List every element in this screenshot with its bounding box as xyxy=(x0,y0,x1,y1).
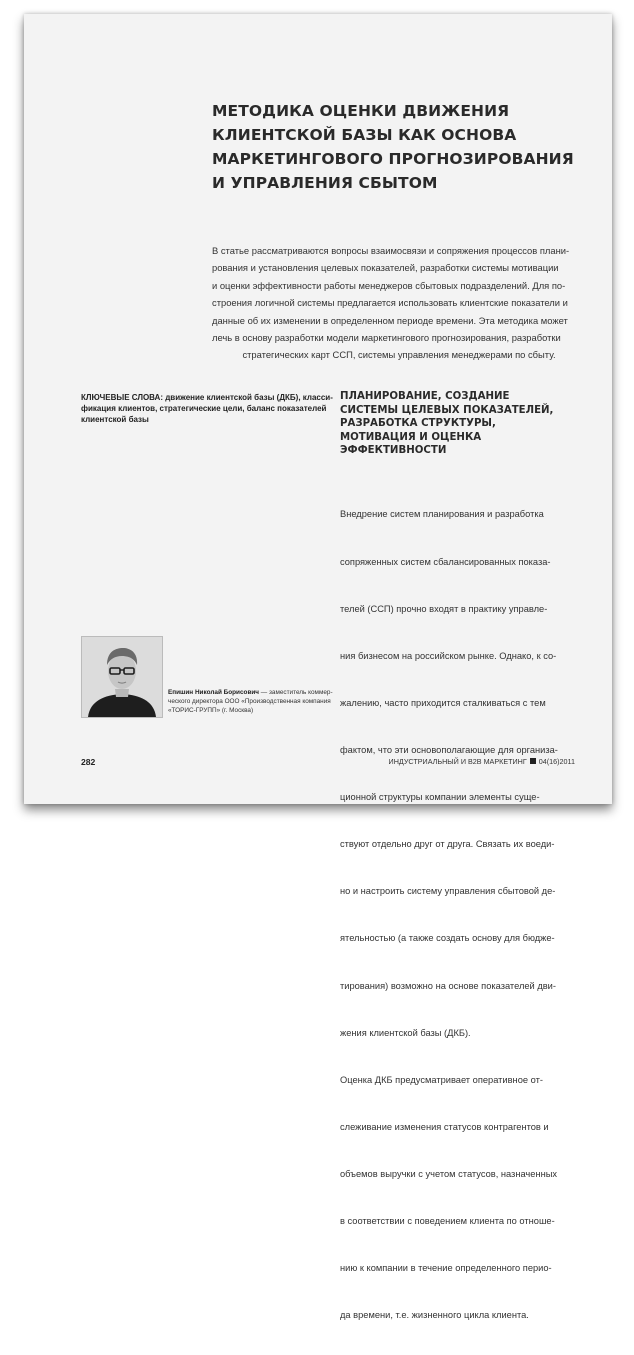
body-line: тирования) возможно на основе показателей дви- xyxy=(340,980,556,991)
body-line: жения клиентской базы (ДКБ). xyxy=(340,1027,471,1038)
abstract-line: стратегических карт ССП, системы управления менеджерами по сбыту. xyxy=(242,349,556,361)
body-line: Внедрение систем планирования и разработка xyxy=(340,509,544,520)
body-line: нию к компании в течение определенного перио- xyxy=(340,1263,552,1274)
body-line: объемов выручки с учетом статусов, назначенных xyxy=(340,1168,558,1179)
article-abstract xyxy=(212,242,586,364)
body-line: ствуют отдельно друг от друга. Связать их воеди- xyxy=(340,839,555,850)
author-portrait-image xyxy=(82,637,162,717)
body-line: но и настроить систему управления сбытовой де- xyxy=(340,886,556,897)
heading-line: СИСТЕМЫ ЦЕЛЕВЫХ ПОКАЗАТЕЛЕЙ, xyxy=(340,404,554,416)
body-line: сопряженных систем сбалансированных показа- xyxy=(340,556,551,567)
heading-line: ЭФФЕКТИВНОСТИ xyxy=(340,445,447,457)
body-line: телей (ССП) прочно входят в практику управле- xyxy=(340,603,548,614)
body-line: слеживание изменения статусов контрагентов и xyxy=(340,1121,549,1132)
title-line: МЕТОДИКА ОЦЕНКИ ДВИЖЕНИЯ xyxy=(212,102,510,120)
author-info xyxy=(168,688,338,716)
square-bullet-icon xyxy=(530,758,536,764)
keywords-line: КЛЮЧЕВЫЕ СЛОВА: движение клиентской базы (ДКБ), класси- xyxy=(81,393,333,402)
body-line: ния бизнесом на российском рынке. Однако, к со- xyxy=(340,650,557,661)
heading-line: РАЗРАБОТКА СТРУКТУРЫ, xyxy=(340,418,496,430)
abstract-line: рования и установления целевых показателей, разработки системы мотивации xyxy=(212,262,559,274)
page-number: 282 xyxy=(81,757,96,767)
keywords-block xyxy=(81,392,351,425)
journal-footer xyxy=(389,757,575,766)
abstract-line: данные об их изменении в определенном периоде времени. Эта методика может xyxy=(212,314,568,326)
keywords-line: фикация клиентов, стратегические цели, баланс показателей xyxy=(81,404,327,413)
magazine-page xyxy=(24,14,612,1321)
abstract-line: лечь в основу разработки модели маркетингового прогнозирования, разработки xyxy=(212,332,561,344)
body-line: Оценка ДКБ предусматривает оперативное от- xyxy=(340,1074,543,1085)
heading-line: МОТИВАЦИЯ И ОЦЕНКА xyxy=(340,431,482,443)
issue-number: 04(16)2011 xyxy=(538,757,575,766)
body-line: в соответствии с поведением клиента по отноше- xyxy=(340,1216,555,1227)
body-line: да времени, т.е. жизненного цикла клиента. xyxy=(340,1310,529,1321)
body-line: ционной структуры компании элементы суще- xyxy=(340,792,540,803)
author-photo xyxy=(81,636,163,718)
body-line: фактом, что эти основополагающие для организа- xyxy=(340,744,558,755)
author-company: «ТОРИС-ГРУПП» (г. Москва) xyxy=(168,707,254,715)
title-line: МАРКЕТИНГОВОГО ПРОГНОЗИРОВАНИЯ xyxy=(212,150,574,168)
article-title xyxy=(212,99,572,195)
title-line: И УПРАВЛЕНИЯ СБЫТОМ xyxy=(212,174,438,192)
body-line: ятельностью (а также создать основу для бюдже- xyxy=(340,933,555,944)
abstract-line: В статье рассматриваются вопросы взаимосвязи и сопряжения процессов плани- xyxy=(212,245,570,256)
heading-line: ПЛАНИРОВАНИЕ, СОЗДАНИЕ xyxy=(340,391,510,402)
author-role: — заместитель коммер- xyxy=(259,689,333,696)
body-line: жалению, часто приходится сталкиваться с тем xyxy=(340,697,546,708)
section-heading xyxy=(340,390,590,458)
body-text xyxy=(340,476,590,1355)
author-role: ческого директора ООО «Производственная компания xyxy=(168,698,331,706)
keywords-line: клиентской базы xyxy=(81,415,149,424)
abstract-line: и оценки эффективности работы менеджеров сбытовых подразделений. Для по- xyxy=(212,279,566,291)
author-name: Епишин Николай Борисович xyxy=(168,689,260,696)
title-line: КЛИЕНТСКОЙ БАЗЫ КАК ОСНОВА xyxy=(212,126,517,144)
abstract-line: строения логичной системы предлагается использовать клиентские показатели и xyxy=(212,297,568,309)
journal-name: ИНДУСТРИАЛЬНЫЙ И B2B МАРКЕТИНГ xyxy=(388,757,527,766)
